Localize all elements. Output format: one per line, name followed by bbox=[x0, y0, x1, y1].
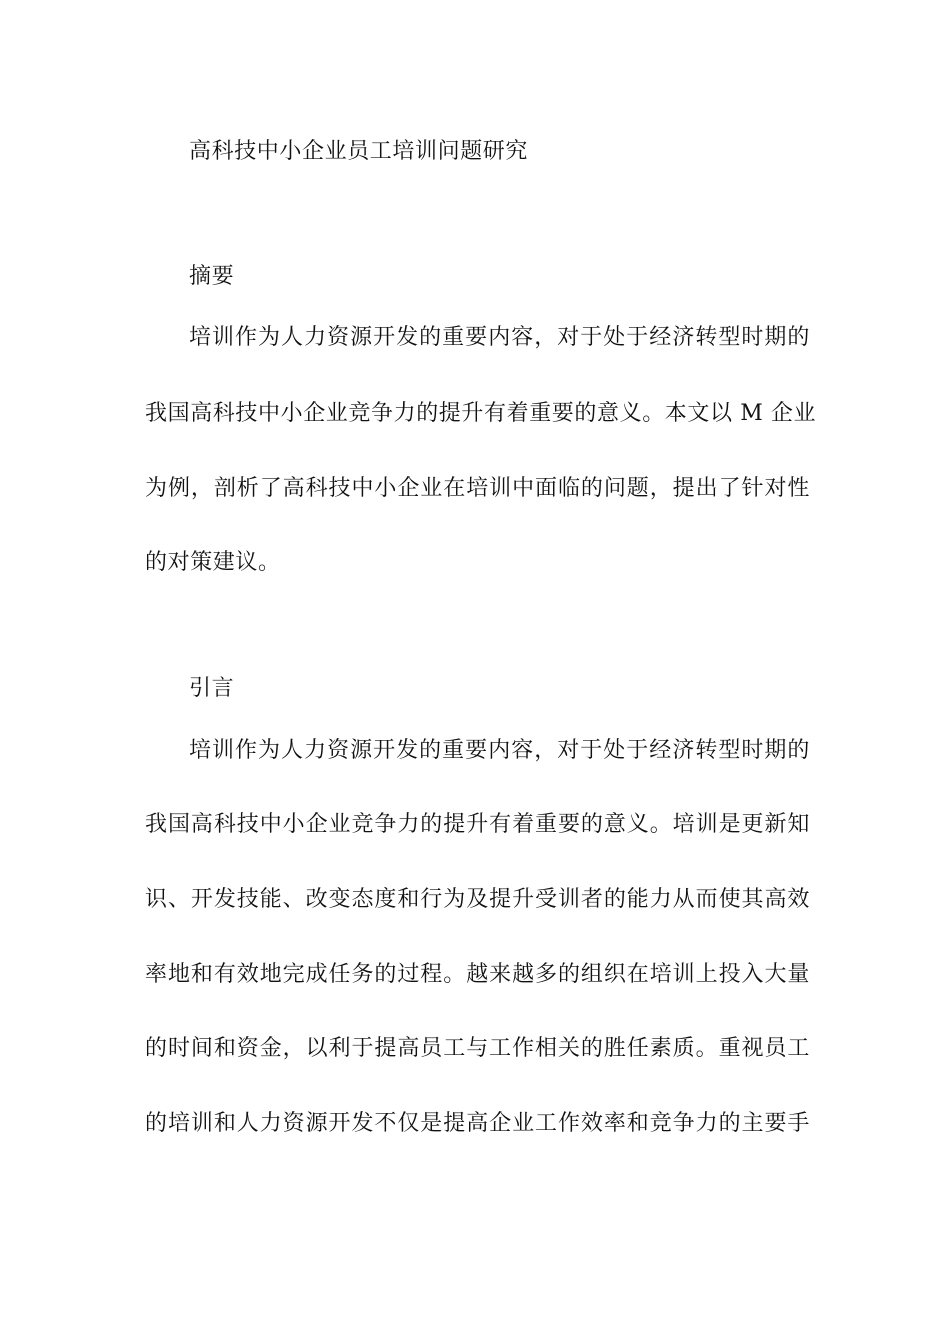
intro-heading: 引言 bbox=[189, 676, 235, 701]
document-title: 高科技中小企业员工培训问题研究 bbox=[189, 139, 529, 164]
intro-line: 我国高科技中小企业竞争力的提升有着重要的意义。培训是更新知 bbox=[145, 812, 810, 837]
intro-line: 识、开发技能、改变态度和行为及提升受训者的能力从而使其高效 bbox=[145, 887, 810, 912]
abstract-line: 培训作为人力资源开发的重要内容，对于处于经济转型时期的 bbox=[189, 325, 810, 350]
abstract-heading: 摘要 bbox=[189, 264, 235, 289]
abstract-line: 我国高科技中小企业竞争力的提升有着重要的意义。本文以 M 企业 bbox=[145, 401, 817, 426]
intro-line: 的培训和人力资源开发不仅是提高企业工作效率和竞争力的主要手 bbox=[145, 1111, 810, 1136]
intro-line: 的时间和资金，以利于提高员工与工作相关的胜任素质。重视员工 bbox=[145, 1036, 810, 1061]
abstract-line: 为例，剖析了高科技中小企业在培训中面临的问题，提出了针对性 bbox=[145, 476, 810, 501]
intro-line: 率地和有效地完成任务的过程。越来越多的组织在培训上投入大量 bbox=[145, 962, 810, 987]
abstract-line: 的对策建议。 bbox=[145, 550, 281, 575]
intro-line: 培训作为人力资源开发的重要内容，对于处于经济转型时期的 bbox=[189, 738, 810, 763]
